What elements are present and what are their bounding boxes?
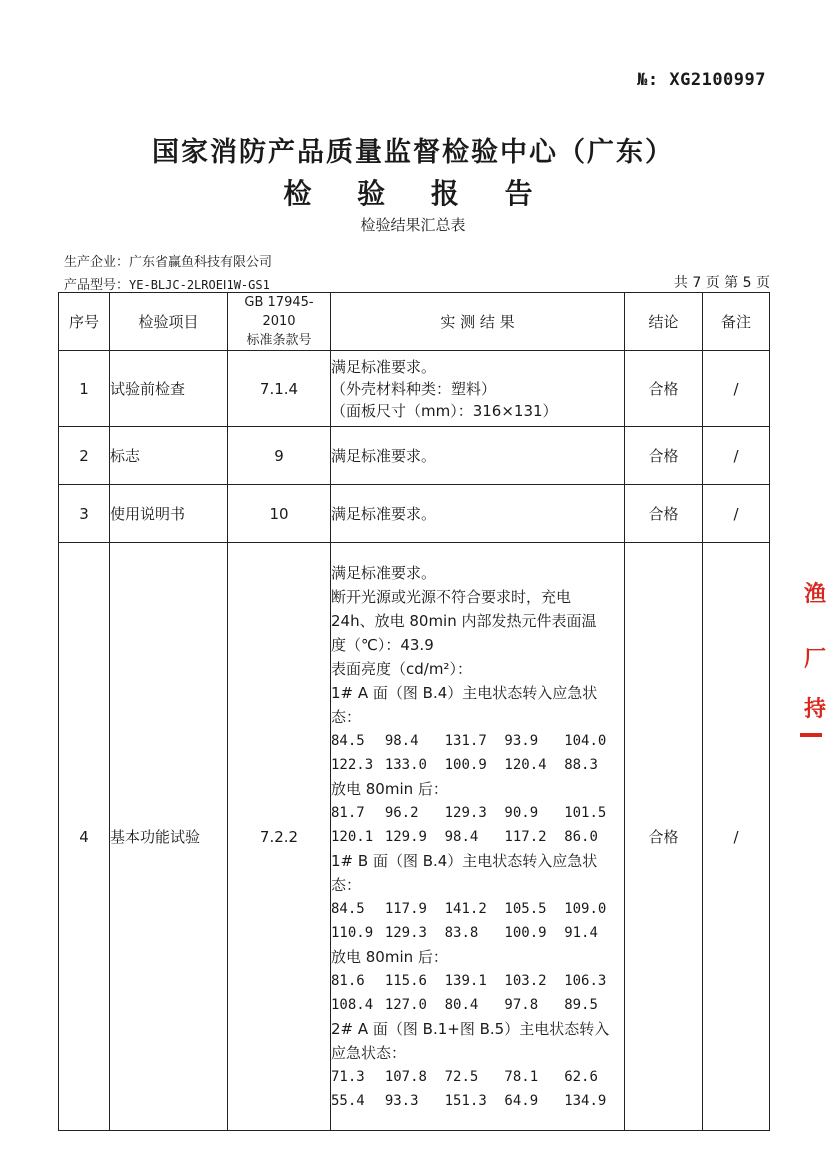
value-cell: 122.3	[331, 756, 374, 773]
result-line: 表面亮度（cd/m²）：	[331, 659, 472, 678]
table-row	[59, 485, 770, 543]
value-cell: 127.0	[384, 996, 427, 1013]
header-standard	[228, 293, 331, 351]
value-row	[331, 825, 624, 849]
result-line: 24h、放电 80min 内部发热元件表面温	[331, 611, 597, 630]
value-cell: 120.1	[331, 828, 374, 845]
value-cell: 107.8	[384, 1068, 427, 1085]
value-cell: 98.4	[444, 828, 479, 845]
row-item: 使用说明书	[110, 485, 228, 543]
value-cell: 81.7	[331, 804, 365, 821]
page-count: 共 7 页 第 5 页	[673, 275, 770, 291]
face-title: 应急状态：	[331, 1043, 407, 1062]
value-row	[331, 801, 624, 825]
value-cell: 90.9	[504, 804, 539, 821]
value-cell: 120.4	[504, 756, 547, 773]
table-row	[59, 543, 770, 1131]
row-remark: /	[703, 351, 770, 427]
value-cell: 91.4	[564, 924, 598, 941]
seal-fragment: 渔	[804, 582, 826, 607]
row-item: 基本功能试验	[110, 543, 228, 1131]
value-cell: 131.7	[444, 732, 487, 749]
value-row	[331, 753, 624, 777]
header-result: 实 测 结 果	[331, 293, 625, 351]
value-cell: 117.9	[384, 900, 427, 917]
value-cell: 93.9	[504, 732, 539, 749]
row-conclusion: 合格	[625, 485, 703, 543]
result-line: 满足标准要求。	[331, 357, 437, 376]
value-cell: 110.9	[331, 924, 374, 941]
value-cell: 84.5	[331, 732, 365, 749]
value-cell: 81.6	[331, 972, 365, 989]
value-cell: 139.1	[444, 972, 487, 989]
value-row	[331, 993, 624, 1017]
after-discharge-label: 放电 80min 后：	[331, 779, 448, 798]
table-header-row	[59, 293, 770, 351]
value-cell: 83.8	[444, 924, 479, 941]
value-row	[331, 1065, 624, 1089]
value-cell: 133.0	[384, 756, 427, 773]
row-clause: 7.1.4	[228, 351, 331, 427]
value-row	[331, 969, 624, 993]
header-conclusion: 结论	[625, 293, 703, 351]
value-cell: 108.4	[331, 996, 374, 1013]
row-result: 满足标准要求。	[331, 427, 625, 485]
row-item: 标志	[110, 427, 228, 485]
header-standard-clause: 标准条款号	[246, 333, 312, 348]
row-seq: 3	[59, 485, 110, 543]
results-summary-table	[58, 292, 770, 1131]
report-number: №: XG2100997	[637, 70, 766, 90]
value-cell: 96.2	[384, 804, 419, 821]
face-title: 态：	[331, 707, 362, 726]
value-cell: 117.2	[504, 828, 547, 845]
value-cell: 105.5	[504, 900, 547, 917]
value-cell: 64.9	[504, 1092, 539, 1109]
face-title: 2# A 面（图 B.1+图 B.5）主电状态转入	[331, 1019, 610, 1038]
value-cell: 115.6	[384, 972, 427, 989]
table-row	[59, 427, 770, 485]
row-seq: 1	[59, 351, 110, 427]
row-remark: /	[703, 543, 770, 1131]
row-clause: 10	[228, 485, 331, 543]
row-item: 试验前检查	[110, 351, 228, 427]
face-title: 1# B 面（图 B.4）主电状态转入应急状	[331, 851, 598, 870]
model-line	[64, 274, 270, 293]
value-cell: 100.9	[444, 756, 487, 773]
header-standard-code: GB 17945-2010	[244, 295, 314, 329]
sheet-title: 检验结果汇总表	[360, 216, 466, 234]
value-cell: 84.5	[331, 900, 365, 917]
seal-fragment: 持	[804, 697, 826, 722]
value-cell: 88.3	[564, 756, 598, 773]
face-title: 1# A 面（图 B.4）主电状态转入应急状	[331, 683, 598, 702]
value-row	[331, 921, 624, 945]
model-label: 产品型号：	[64, 278, 130, 293]
row-result	[331, 351, 625, 427]
seal-edge-mark	[800, 733, 822, 737]
result-line: （外壳材料种类：塑料）	[331, 379, 497, 398]
result-line: （面板尺寸（mm）：316×131）	[331, 401, 558, 420]
row-remark: /	[703, 485, 770, 543]
value-cell: 62.6	[564, 1068, 598, 1085]
value-cell: 129.3	[384, 924, 427, 941]
row-result	[331, 543, 625, 1131]
value-cell: 141.2	[444, 900, 487, 917]
row-result: 满足标准要求。	[331, 485, 625, 543]
value-cell: 100.9	[504, 924, 547, 941]
value-cell: 109.0	[564, 900, 607, 917]
value-cell: 80.4	[444, 996, 479, 1013]
value-cell: 89.5	[564, 996, 598, 1013]
seal-fragment: 厂	[804, 647, 826, 672]
row-clause: 9	[228, 427, 331, 485]
value-cell: 72.5	[444, 1068, 479, 1085]
value-cell: 97.8	[504, 996, 539, 1013]
manufacturer-line	[64, 251, 272, 270]
result-line: 度（℃）：43.9	[331, 635, 434, 654]
manufacturer-value: 广东省赢鱼科技有限公司	[129, 255, 273, 270]
value-cell: 86.0	[564, 828, 598, 845]
row-clause: 7.2.2	[228, 543, 331, 1131]
value-cell: 134.9	[564, 1092, 607, 1109]
value-row	[331, 729, 624, 753]
row-remark: /	[703, 427, 770, 485]
result-line: 满足标准要求。	[331, 563, 437, 582]
value-cell: 55.4	[331, 1092, 365, 1109]
value-cell: 103.2	[504, 972, 547, 989]
report-title: 国家消防产品质量监督检验中心（广东）	[152, 137, 674, 168]
row-conclusion: 合格	[625, 351, 703, 427]
row-seq: 2	[59, 427, 110, 485]
header-seq: 序号	[59, 293, 110, 351]
model-value: YE-BLJC-2LROEⅠ1W-GS1	[129, 278, 270, 292]
value-cell: 101.5	[564, 804, 607, 821]
table-row	[59, 351, 770, 427]
value-row	[331, 897, 624, 921]
header-remark: 备注	[703, 293, 770, 351]
header-item: 检验项目	[110, 293, 228, 351]
value-cell: 78.1	[504, 1068, 539, 1085]
value-cell: 151.3	[444, 1092, 487, 1109]
after-discharge-label: 放电 80min 后：	[331, 947, 448, 966]
value-cell: 104.0	[564, 732, 607, 749]
row-seq: 4	[59, 543, 110, 1131]
result-line: 断开光源或光源不符合要求时，充电	[331, 587, 572, 606]
row-conclusion: 合格	[625, 543, 703, 1131]
row-conclusion: 合格	[625, 427, 703, 485]
manufacturer-label: 生产企业：	[64, 255, 130, 270]
value-cell: 129.3	[444, 804, 487, 821]
value-cell: 98.4	[384, 732, 419, 749]
value-cell: 129.9	[384, 828, 427, 845]
report-subtitle: 检 验 报 告	[283, 177, 543, 210]
face-title: 态：	[331, 875, 362, 894]
value-cell: 93.3	[384, 1092, 419, 1109]
value-row	[331, 1089, 624, 1113]
value-cell: 106.3	[564, 972, 607, 989]
value-cell: 71.3	[331, 1068, 365, 1085]
